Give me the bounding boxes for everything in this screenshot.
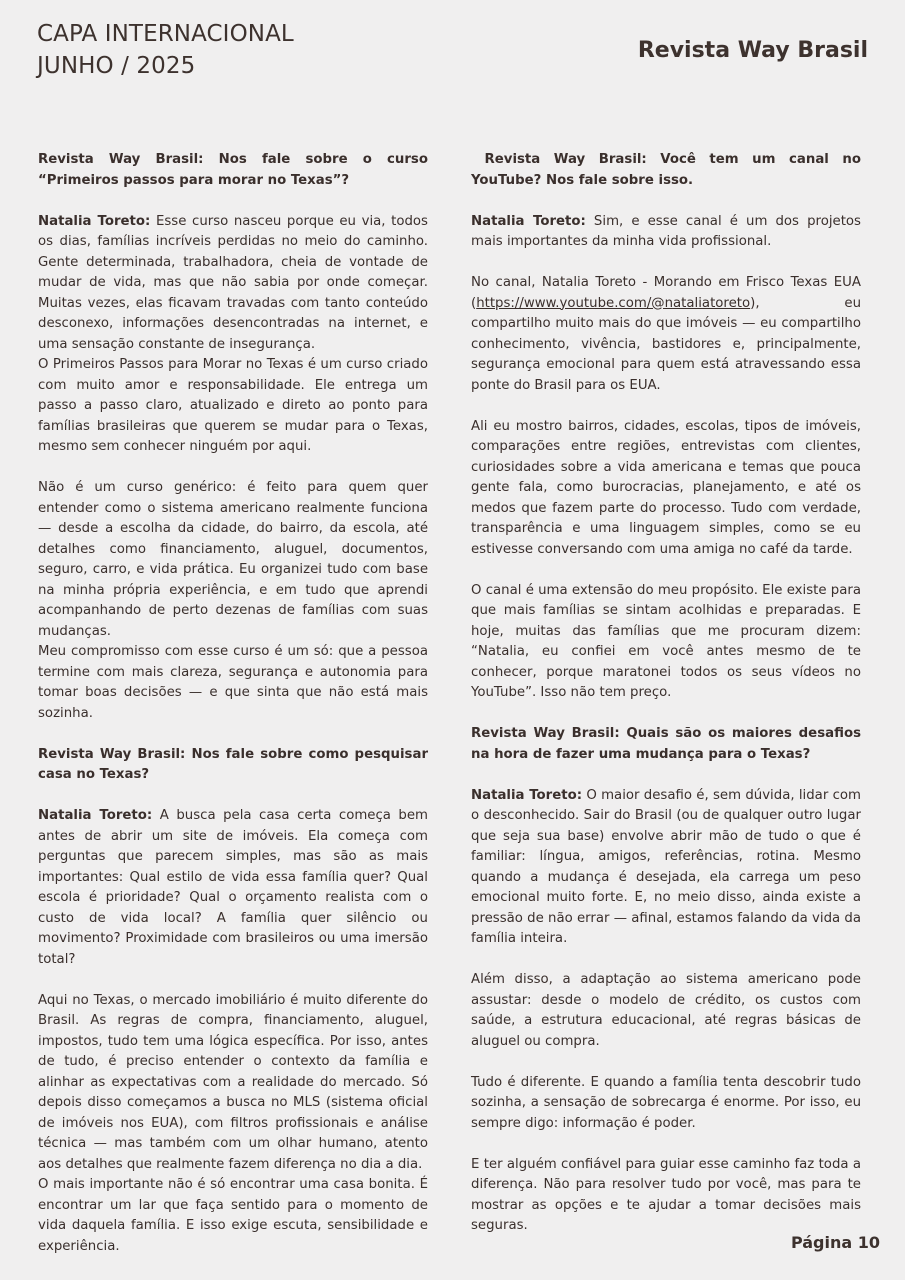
answer-paragraph: Ali eu mostro bairros, cidades, escolas, tipos de imóveis, comparações entre regiões, entrevistas com clientes, curiosidades sobre a vida americana e temas que pouca gente fala, como burocracias, planejamento, e até os medos que fazem parte do processo. Tudo com verdade, transparência e uma linguagem simples, como se eu estivesse conversando com uma amiga no café da tarde. [471,418,861,557]
answer-text: Esse curso nasceu porque eu via, todos os dias, famílias incríveis perdidas no meio do caminho. Gente determinada, trabalhadora, cheia de vontade de mudar de vida, mas que não sabia por onde começar. Muitas vezes, elas ficavam travadas com tanto conteúdo desconexo, informações desencontradas na internet, e uma sensação constante de insegurança. [38,213,428,352]
answer-paragraph: O canal é uma extensão do meu propósito. Ele existe para que mais famílias se sintam acolhidas e preparadas. E hoje, muitas das famílias que me procuram dizem: “Natalia, eu confiei em você antes mesmo de te conhecer, porque maratonei todos os seus vídeos no YouTube”. Isso não tem preço. [471,582,861,700]
answer-paragraph [471,212,861,253]
answer-paragraph: Além disso, a adaptação ao sistema americano pode assustar: desde o modelo de crédito, os custos com saúde, a estrutura educacional, até regras básicas de aluguel ou compra. [471,972,861,1049]
left-column [38,150,428,1257]
section-kicker [37,18,294,82]
answer-text: Sim, e esse canal é um dos projetos mais importantes da minha vida profissional. [471,213,861,249]
answer-paragraph: O Primeiros Passos para Morar no Texas é um curso criado com muito amor e responsabilidade. Ele entrega um passo a passo claro, atualizado e direto ao ponto para famílias brasileiras que querem se mudar para o Texas, mesmo sem conhecer ninguém por aqui. [38,357,428,454]
right-column [471,150,866,1237]
youtube-channel-link[interactable]: https://www.youtube.com/@nataliatoreto [476,295,751,311]
answer-paragraph: Tudo é diferente. E quando a família tenta descobrir tudo sozinha, a sensação de sobrecarga é enorme. Por isso, eu sempre digo: informação é poder. [471,1074,861,1131]
answer-paragraph: Meu compromisso com esse curso é um só: que a pessoa termine com mais clareza, segurança e autonomia para tomar boas decisões — e que sinta que não está mais sozinha. [38,644,428,721]
answer-paragraph: Não é um curso genérico: é feito para quem quer entender como o sistema americano realmente funciona — desde a escolha da cidade, do bairro, da escola, até detalhes como financiamento, aluguel, documentos, seguro, carro, e vida prática. Eu organizei tudo com base na minha própria experiência, e em tudo que aprendi acompanhando de perto dezenas de famílias com suas mudanças. [38,480,428,639]
question-heading: Revista Way Brasil: Nos fale sobre o curso “Primeiros passos para morar no Texas”? [38,152,428,188]
page-number: Página 10 [790,1233,880,1252]
question-heading: Revista Way Brasil: Você tem um canal no YouTube? Nos fale sobre isso. [471,152,866,188]
section-label: CAPA INTERNACIONAL [37,21,294,47]
answer-paragraph [38,806,428,970]
question-heading: Revista Way Brasil: Nos fale sobre como pesquisar casa no Texas? [38,746,428,782]
answer-text: O maior desafio é, sem dúvida, lidar com o desconhecido. Sair do Brasil (ou de qualquer outro lugar que seja sua base) envolve abrir mão de tudo o que é familiar: língua, amigos, referências, rotina. Mesmo quando a mudança é desejada, ela carrega um peso emocional muito forte. E, no meio disso, ainda existe a pressão de não errar — afinal, estamos falando da vida da família inteira. [471,787,861,946]
answer-paragraph [38,212,428,356]
speaker-name: Natalia Toreto: [38,213,151,229]
question-heading: Revista Way Brasil: Quais são os maiores desafios na hora de fazer uma mudança para o Texas? [471,726,861,762]
answer-paragraph [471,273,861,396]
answer-paragraph: O mais importante não é só encontrar uma casa bonita. É encontrar um lar que faça sentido para o momento de vida daquela família. E isso exige escuta, sensibilidade e experiência. [38,1177,428,1254]
answer-paragraph [471,786,861,950]
answer-text: A busca pela casa certa começa bem antes de abrir um site de imóveis. Ela começa com perguntas que parecem simples, mas são as mais importantes: Qual estilo de vida essa família quer? Qual escola é prioridade? Qual o orçamento realista com o custo de vida local? A família quer silêncio ou movimento? Proximidade com brasileiros ou uma imersão total? [38,808,428,967]
answer-text: No canal, Natalia Toreto - Morando em Frisco Texas EUA ( [471,275,861,311]
magazine-title: Revista Way Brasil [637,38,868,63]
issue-date: JUNHO / 2025 [37,53,196,79]
speaker-name: Natalia Toreto: [471,213,586,229]
speaker-name: Natalia Toreto: [471,787,583,803]
speaker-name: Natalia Toreto: [38,808,153,823]
answer-paragraph: E ter alguém confiável para guiar esse caminho faz toda a diferença. Não para resolver tudo por você, mas para te mostrar as opções e te ajudar a tomar decisões mais seguras. [471,1156,861,1233]
answer-text: ), eu compartilho muito mais do que imóveis — eu compartilho conhecimento, vivência, bastidores e, principalmente, segurança emocional para quem está atravessando essa ponte do Brasil para os EUA. [471,295,861,393]
answer-paragraph: Aqui no Texas, o mercado imobiliário é muito diferente do Brasil. As regras de compra, financiamento, aluguel, impostos, tudo tem uma lógica específica. Por isso, antes de tudo, é preciso entender o contexto da família e alinhar as expectativas com a realidade do mercado. Só depois disso começamos a busca no MLS (sistema oficial de imóveis nos EUA), com filtros profissionais e análise técnica — mas também com um olhar humano, atento aos detalhes que realmente fazem diferença no dia a dia. [38,992,428,1172]
